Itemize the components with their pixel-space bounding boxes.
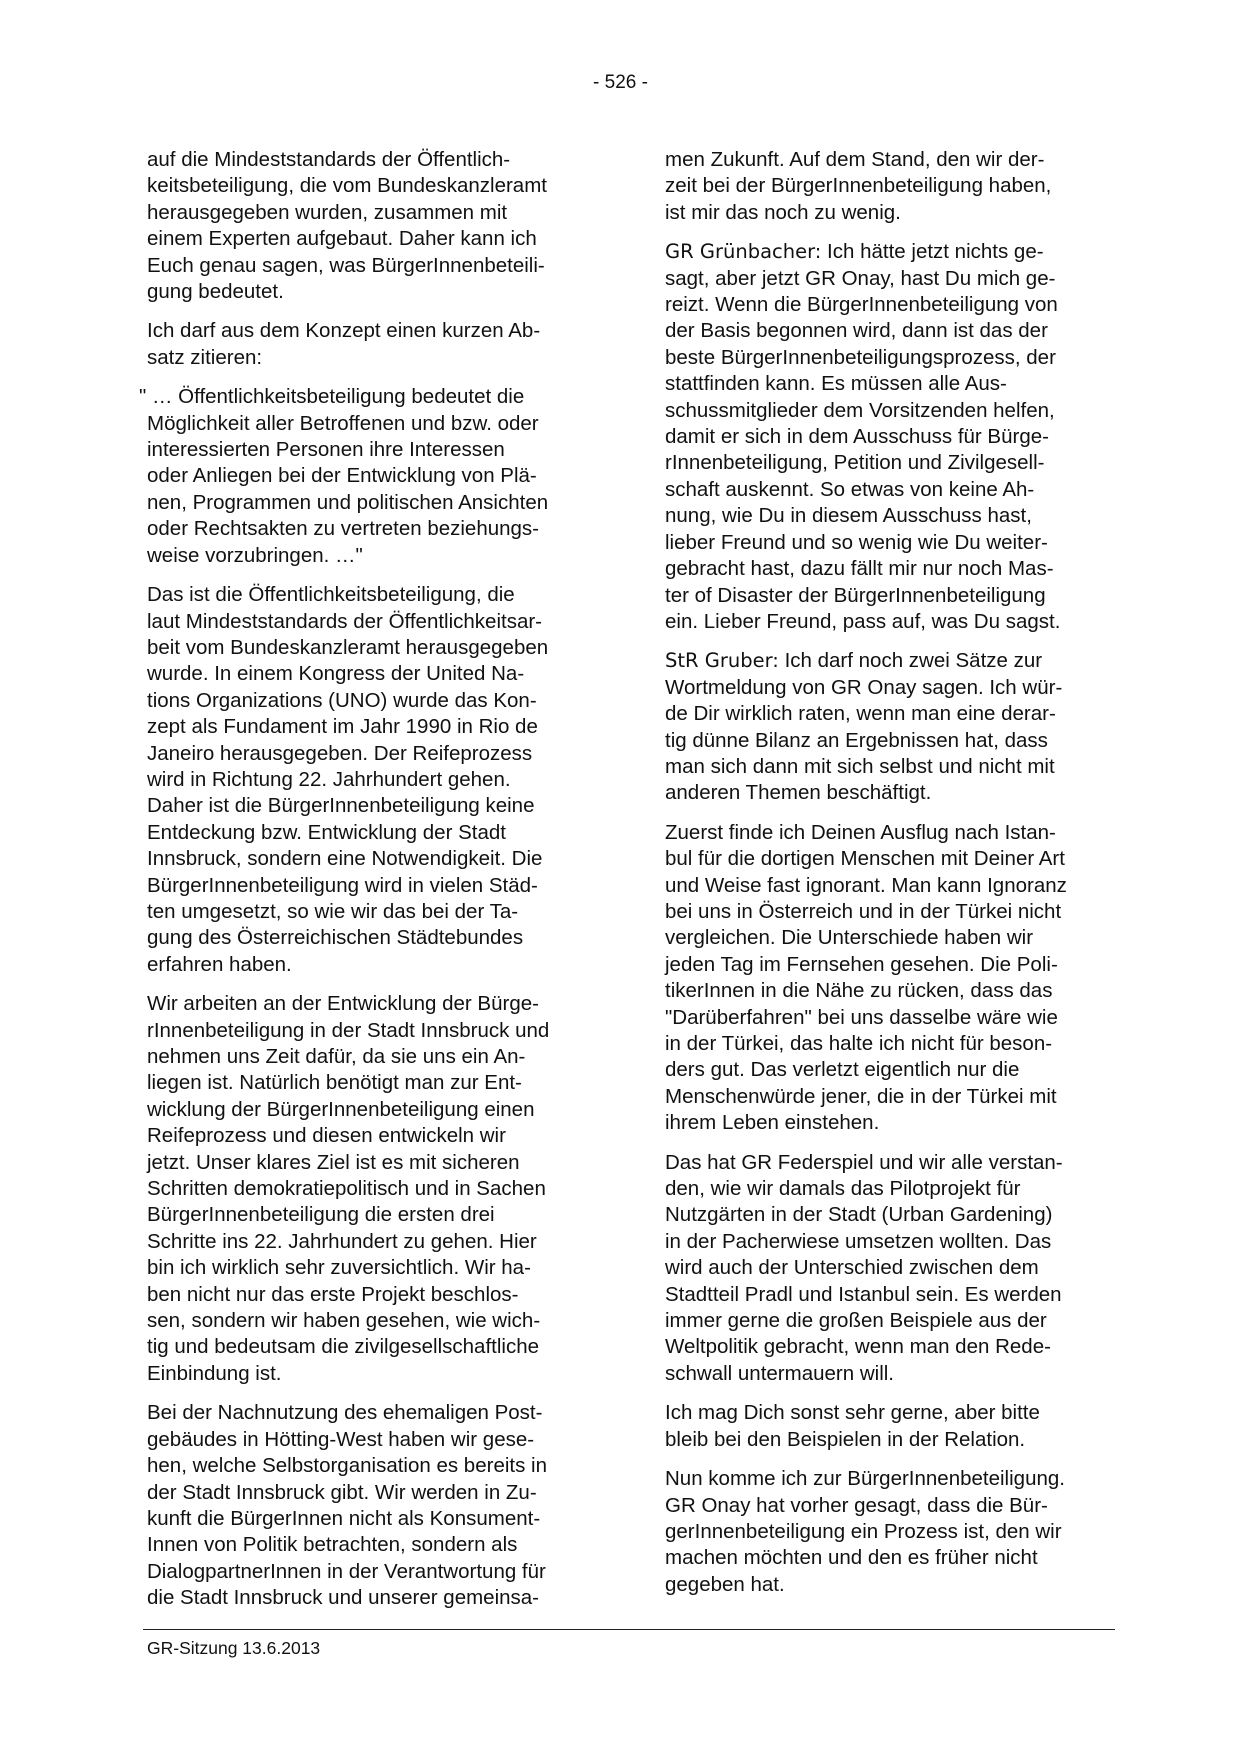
text-line: Euch genau sagen, was BürgerInnenbeteili- [147,253,545,277]
text-line-rest: Ich darf noch zwei Sätze zur [778,649,1043,673]
text-line: bul für die dortigen Menschen mit Deiner Art [665,847,1065,871]
text-line: nung, wie Du in diesem Ausschuss hast, [665,504,1032,528]
text-line: schaft auskennt. So etwas von keine Ah- [665,477,1035,501]
text-line: wird in Richtung 22. Jahrhundert gehen. [147,767,511,791]
quotation [139,384,607,569]
text-line: Daher ist die BürgerInnenbeteiligung keine [147,794,535,818]
text-line: Wir arbeiten an der Entwicklung der Bürge- [147,992,539,1016]
text-line: Menschenwürde jener, die in der Türkei mit [665,1084,1057,1108]
paragraph [665,239,1123,635]
text-line: gegeben hat. [665,1572,785,1596]
text-line [665,239,1123,265]
text-line: sagt, aber jetzt GR Onay, hast Du mich ge- [665,266,1056,290]
text-line: vergleichen. Die Unterschiede haben wir [665,926,1034,950]
text-line: Innen von Politik betrachten, sondern als [147,1533,518,1557]
text-line: der Stadt Innsbruck gibt. Wir werden in Zu- [147,1480,537,1504]
text-line: reizt. Wenn die BürgerInnenbeteiligung von [665,293,1058,317]
text-line: Nutzgärten in der Stadt (Urban Gardening) [665,1203,1053,1227]
text-line: Janeiro herausgegeben. Der Reifeprozess [147,741,533,765]
paragraph [147,991,607,1387]
text-line: jeden Tag im Fernsehen gesehen. Die Poli- [665,952,1058,976]
text-line: wurde. In einem Kongress der United Na- [147,662,525,686]
text-line: nehmen uns Zeit dafür, da sie uns ein An- [147,1045,526,1068]
text-line: Schritte ins 22. Jahrhundert zu gehen. Hier [147,1229,537,1253]
text-line: Schritten demokratiepolitisch und in Sachen [147,1177,546,1201]
paragraph [665,648,1123,806]
text-line: Wortmeldung von GR Onay sagen. Ich wür- [665,675,1063,699]
text-line: Ich darf aus dem Konzept einen kurzen Ab- [147,319,541,343]
text-line: de Dir wirklich raten, wenn man eine derar- [665,702,1056,726]
text-line: Weltpolitik gebracht, wenn man den Rede- [665,1335,1051,1359]
text-line: damit er sich in dem Ausschuss für Bürge- [665,425,1049,449]
text-line: tig dünne Bilanz an Ergebnissen hat, dass [665,728,1048,752]
text-line: interessierten Personen ihre Interessen [147,438,505,462]
text-line: anderen Themen beschäftigt. [665,781,932,805]
paragraph [665,1150,1123,1388]
text-line: der Basis begonnen wird, dann ist das der [665,319,1048,343]
text-line: Das hat GR Federspiel und wir alle verstan- [665,1150,1063,1174]
text-line: beit vom Bundeskanzleramt herausgegeben [147,635,549,659]
text-line: gung bedeutet. [147,280,284,304]
text-line: Stadtteil Pradl und Istanbul sein. Es werden [665,1282,1062,1306]
paragraph [147,582,607,978]
right-column [665,147,1123,1611]
text-line: in der Türkei, das halte ich nicht für beson- [665,1032,1053,1055]
text-line: wird auch der Unterschied zwischen dem [665,1256,1039,1280]
paragraph [665,1400,1123,1453]
text-line: gung des Österreichischen Städtebundes [147,926,524,950]
text-line: Bei der Nachnutzung des ehemaligen Post- [147,1401,543,1425]
text-line: oder Rechtsakten zu vertreten beziehungs- [147,517,540,541]
text-line-rest: Ich hätte jetzt nichts ge- [821,240,1044,264]
paragraph [665,147,1123,226]
text-line: tikerInnen in die Nähe zu rücken, dass das [665,979,1053,1003]
text-line: sen, sondern wir haben gesehen, wie wich- [147,1309,541,1333]
text-line: gerInnenbeteiligung ein Prozess ist, den wir [665,1519,1062,1543]
text-line: liegen ist. Natürlich benötigt man zur Ent- [147,1071,522,1095]
text-line: rInnenbeteiligung in der Stadt Innsbruck und [147,1018,550,1042]
text-line: keitsbeteiligung, die vom Bundeskanzleramt [147,174,547,198]
text-line [665,648,1123,674]
text-line: kunft die BürgerInnen nicht als Konsument- [147,1506,541,1530]
text-line: rInnenbeteiligung, Petition und Zivilgesell- [665,451,1045,475]
paragraph [147,1400,607,1611]
page-number: - 526 - [593,72,648,93]
text-line: stattfinden kann. Es müssen alle Aus- [665,372,1007,396]
text-line: " … Öffentlichkeitsbeteiligung bedeutet die [139,385,525,409]
paragraph [665,820,1123,1137]
text-line: lieber Freund und so wenig wie Du weiter- [665,530,1048,554]
text-line: erfahren haben. [147,952,292,976]
left-column [139,147,607,1625]
speaker-label: GR Grünbacher: [665,240,822,264]
text-line: wicklung der BürgerInnenbeteiligung einen [147,1097,535,1121]
text-line: oder Anliegen bei der Entwicklung von Plä- [147,464,537,488]
text-line: Das ist die Öffentlichkeitsbeteiligung, die [147,583,515,607]
text-line: ten umgesetzt, so wie wir das bei der Ta- [147,899,519,923]
text-line: DialogpartnerInnen in der Verantwortung für [147,1559,546,1583]
paragraph [147,147,607,305]
text-line: in der Pacherwiese umsetzen wollten. Das [665,1229,1052,1253]
text-line: Entdeckung bzw. Entwicklung der Stadt [147,820,506,844]
text-line: satz zitieren: [147,345,263,369]
text-line: ist mir das noch zu wenig. [665,200,901,224]
text-line: tig und bedeutsam die zivilgesellschaftliche [147,1335,540,1359]
text-line: ein. Lieber Freund, pass auf, was Du sagst. [665,609,1061,633]
text-line: bin ich wirklich sehr zuversichtlich. Wir ha- [147,1256,531,1280]
text-line: laut Mindeststandards der Öffentlichkeitsar- [147,609,543,633]
text-line: und Weise fast ignorant. Man kann Ignoranz [665,873,1067,897]
text-line: tions Organizations (UNO) wurde das Kon- [147,688,537,712]
text-line: ben nicht nur das erste Projekt beschlos- [147,1282,519,1306]
text-line: Möglichkeit aller Betroffenen und bzw. oder [147,411,539,435]
text-line: auf die Mindeststandards der Öffentlich- [147,148,511,171]
text-line: GR Onay hat vorher gesagt, dass die Bür- [665,1493,1048,1517]
text-line: immer gerne die großen Beispiele aus der [665,1309,1047,1333]
text-line: Zuerst finde ich Deinen Ausflug nach Istan- [665,820,1056,844]
text-line: zept als Fundament im Jahr 1990 in Rio de [147,715,538,739]
text-line: schussmitglieder dem Vorsitzenden helfen, [665,398,1055,422]
text-line: bei uns in Österreich und in der Türkei nicht [665,899,1062,923]
text-line: BürgerInnenbeteiligung die ersten drei [147,1203,495,1227]
text-line: zeit bei der BürgerInnenbeteiligung haben, [665,174,1052,198]
text-line: Reifeprozess und diesen entwickeln wir [147,1124,506,1148]
text-line: nen, Programmen und politischen Ansichten [147,490,549,514]
text-line: jetzt. Unser klares Ziel ist es mit sicheren [147,1150,520,1174]
text-line: man sich dann mit sich selbst und nicht mit [665,754,1055,778]
text-line: gebäudes in Hötting-West haben wir gese- [147,1427,535,1451]
text-line: Ich mag Dich sonst sehr gerne, aber bitte [665,1401,1040,1425]
text-line: einem Experten aufgebaut. Daher kann ich [147,227,537,251]
text-line: ter of Disaster der BürgerInnenbeteiligung [665,583,1046,607]
text-line: hen, welche Selbstorganisation es bereits in [147,1454,547,1478]
speaker-label: StR Gruber: [665,649,779,673]
text-line: men Zukunft. Auf dem Stand, den wir der- [665,148,1045,171]
text-line: weise vorzubringen. …" [147,543,363,567]
text-line: bleib bei den Beispielen in der Relation. [665,1427,1026,1451]
text-line: gebracht hast, dazu fällt mir nur noch Mas- [665,557,1054,581]
text-line: herausgegeben wurden, zusammen mit [147,200,508,224]
footer-label: GR-Sitzung 13.6.2013 [147,1638,321,1658]
text-line: beste BürgerInnenbeteiligungsprozess, der [665,345,1056,369]
text-line: ihrem Leben einstehen. [665,1111,880,1135]
text-line: Einbindung ist. [147,1361,282,1385]
paragraph [147,318,607,371]
footer-divider [143,1629,1115,1630]
paragraph [665,1466,1123,1598]
text-line: "Darüberfahren" bei uns dasselbe wäre wie [665,1005,1058,1029]
text-line: Nun komme ich zur BürgerInnenbeteiligung. [665,1467,1065,1491]
text-line: Innsbruck, sondern eine Notwendigkeit. Die [147,847,543,871]
text-line: machen möchten und den es früher nicht [665,1546,1038,1570]
text-line: ders gut. Das verletzt eigentlich nur die [665,1058,1020,1082]
text-line: BürgerInnenbeteiligung wird in vielen Städ- [147,873,538,897]
text-line: die Stadt Innsbruck und unserer gemeinsa- [147,1586,540,1610]
text-line: den, wie wir damals das Pilotprojekt für [665,1177,1021,1201]
text-line: schwall untermauern will. [665,1361,895,1385]
